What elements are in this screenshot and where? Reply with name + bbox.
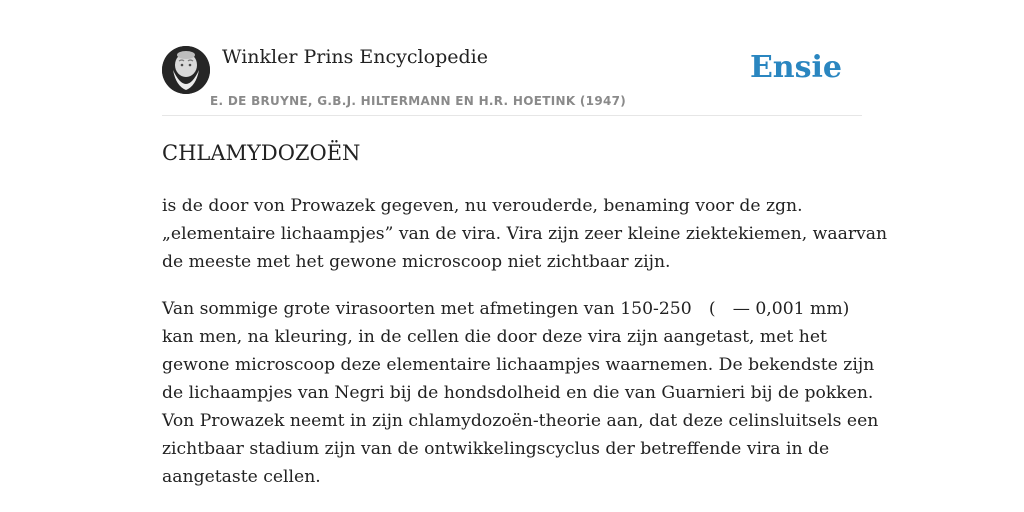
ensie-logo[interactable]: Ensie xyxy=(749,50,842,85)
entry-title: CHLAMYDOZOËN xyxy=(162,141,361,165)
text-line: zichtbaar stadium zijn van de ontwikkelingscyclus der betreffende vira in de xyxy=(162,439,830,459)
text-line: Van sommige grote virasoorten met afmetingen van 150-250 ( — 0,001 mm) xyxy=(162,299,850,319)
authors-credit: E. DE BRUYNE, G.B.J. HILTERMANN EN H.R. HOETINK (1947) xyxy=(210,94,627,108)
text-line: kan men, na kleuring, in de cellen die door deze vira zijn aangetast, met het xyxy=(162,327,827,347)
text-line: is de door von Prowazek gegeven, nu verouderde, benaming voor de zgn. xyxy=(162,196,803,216)
paragraph-1 xyxy=(162,192,888,276)
text-line: „elementaire lichaampjes” van de vira. Vira zijn zeer kleine ziektekiemen, waarvan xyxy=(162,224,888,244)
paragraph-2 xyxy=(162,295,879,491)
text-line: de meeste met het gewone microscoop niet zichtbaar zijn. xyxy=(162,252,671,272)
article-body xyxy=(162,192,888,510)
site-title[interactable]: Winkler Prins Encyclopedie xyxy=(222,46,488,68)
text-line: aangetaste cellen. xyxy=(162,467,321,487)
text-line: de lichaampjes van Negri bij de hondsdolheid en die van Guarnieri bij de pokken. xyxy=(162,383,874,403)
portrait-illustration xyxy=(162,46,210,94)
text-line: gewone microscoop deze elementaire lichaampjes waarnemen. De bekendste zijn xyxy=(162,355,875,375)
text-line: Von Prowazek neemt in zijn chlamydozoën-theorie aan, dat deze celinsluitsels een xyxy=(162,411,879,431)
portrait-icon[interactable] xyxy=(162,46,210,94)
site-header xyxy=(162,44,862,116)
